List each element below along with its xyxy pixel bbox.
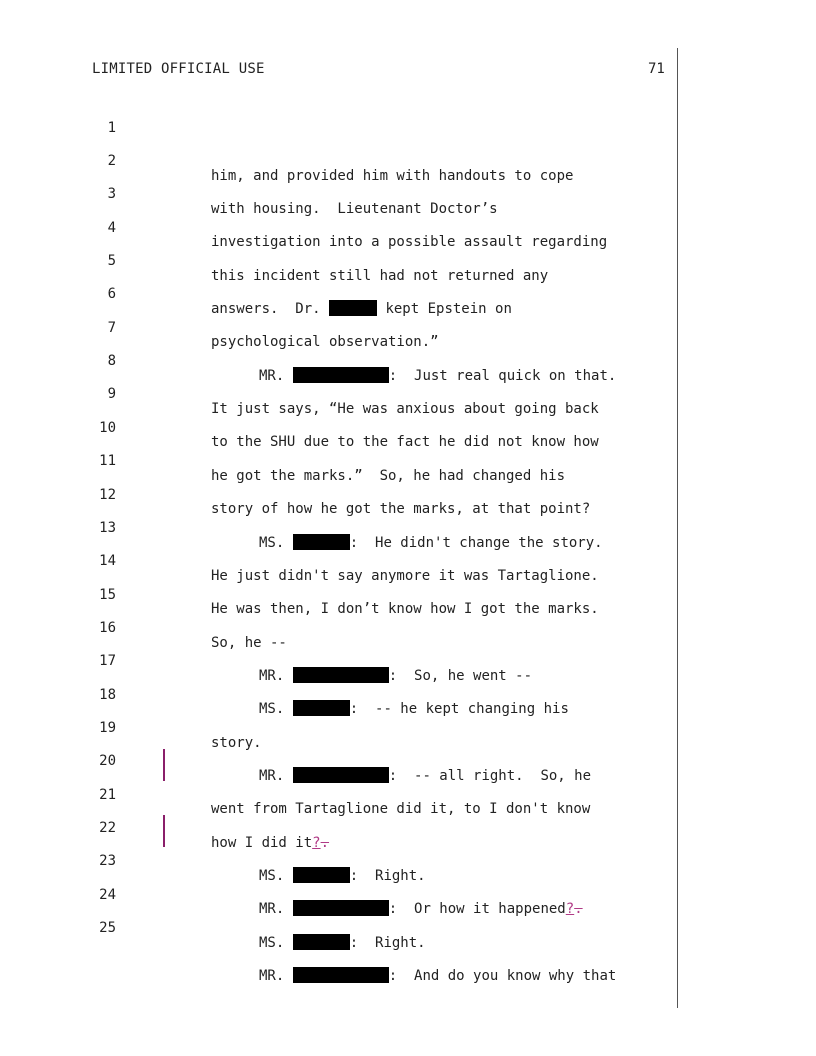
- line-text: He just didn't say anymore it was Tartaglione.: [211, 568, 599, 584]
- line-text: So, he --: [211, 635, 287, 651]
- line-text: It just says, “He was anxious about going back: [211, 401, 599, 417]
- line-number: 15: [99, 587, 116, 603]
- speaker-prefix: MR.: [259, 668, 285, 684]
- speaker-prefix: MS.: [259, 935, 285, 951]
- line-number: 10: [99, 420, 116, 436]
- line-text: him, and provided him with handouts to cope: [211, 168, 574, 184]
- line-number: 6: [107, 286, 116, 302]
- line-text: [211, 964, 671, 988]
- line-number: 13: [99, 520, 116, 536]
- speaker-prefix: MR.: [259, 968, 285, 984]
- line-text: story of how he got the marks, at that point?: [211, 501, 591, 517]
- text-segment: : Or how it happened: [388, 901, 566, 917]
- line-text: went from Tartaglione did it, to I don't know: [211, 801, 591, 817]
- line-number: 14: [99, 553, 116, 569]
- text-segment: kept Epstein on: [377, 301, 512, 317]
- speaker-prefix: MS.: [259, 701, 285, 717]
- line-text: investigation into a possible assault regarding: [211, 234, 608, 250]
- line-number: 22: [99, 820, 116, 836]
- speaker-prefix: MR.: [259, 768, 285, 784]
- line-number: 8: [107, 353, 116, 369]
- line-number: 12: [99, 487, 116, 503]
- line-number: 2: [107, 153, 116, 169]
- line-number: 19: [99, 720, 116, 736]
- line-number: 7: [107, 320, 116, 336]
- line-number: 4: [107, 220, 116, 236]
- redaction-box: [293, 934, 350, 950]
- line-text: he got the marks.” So, he had changed his: [211, 468, 566, 484]
- text-segment: : Just real quick on that.: [388, 368, 617, 384]
- text-segment: : Right.: [349, 935, 426, 951]
- text-segment: : -- all right. So, he: [388, 768, 592, 784]
- text-segment: answers. Dr.: [211, 301, 330, 317]
- speaker-prefix: MR.: [259, 901, 285, 917]
- line-number: 1: [107, 120, 116, 136]
- line-number: 16: [99, 620, 116, 636]
- speaker-prefix: MS.: [259, 868, 285, 884]
- line-text: this incident still had not returned any: [211, 268, 549, 284]
- line-text: [211, 931, 671, 955]
- deleted-text: .: [320, 835, 330, 851]
- speaker-prefix: MS.: [259, 535, 285, 551]
- line-text: to the SHU due to the fact he did not know how: [211, 434, 599, 450]
- inserted-text: ?: [312, 835, 321, 851]
- page-number: 71: [648, 61, 665, 77]
- deleted-text: .: [574, 901, 583, 917]
- line-text: with housing. Lieutenant Doctor’s: [211, 201, 498, 217]
- text-segment: how I did it: [211, 835, 313, 851]
- line-number: 18: [99, 687, 116, 703]
- text-segment: : He didn't change the story.: [349, 535, 603, 551]
- line-text: psychological observation.”: [211, 334, 439, 350]
- line-number: 23: [99, 853, 116, 869]
- line-number: 3: [107, 186, 116, 202]
- text-segment: : So, he went --: [388, 668, 533, 684]
- classification-header: LIMITED OFFICIAL USE: [92, 61, 265, 77]
- line-number: 17: [99, 653, 116, 669]
- line-number: 9: [107, 386, 116, 402]
- line-text: story.: [211, 735, 262, 751]
- line-text: He was then, I don’t know how I got the marks.: [211, 601, 599, 617]
- text-segment: : Right.: [349, 868, 426, 884]
- line-number: 11: [99, 453, 116, 469]
- line-number: 24: [99, 887, 116, 903]
- line-number: 5: [107, 253, 116, 269]
- line-number: 25: [99, 920, 116, 936]
- text-segment: : And do you know why that: [388, 968, 617, 984]
- text-segment: : -- he kept changing his: [349, 701, 569, 717]
- transcript-line: [0, 92, 816, 184]
- line-number: 21: [99, 787, 116, 803]
- speaker-prefix: MR.: [259, 368, 285, 384]
- line-number: 20: [99, 753, 116, 769]
- inserted-text: ?: [565, 901, 575, 917]
- redaction-box: [293, 967, 389, 983]
